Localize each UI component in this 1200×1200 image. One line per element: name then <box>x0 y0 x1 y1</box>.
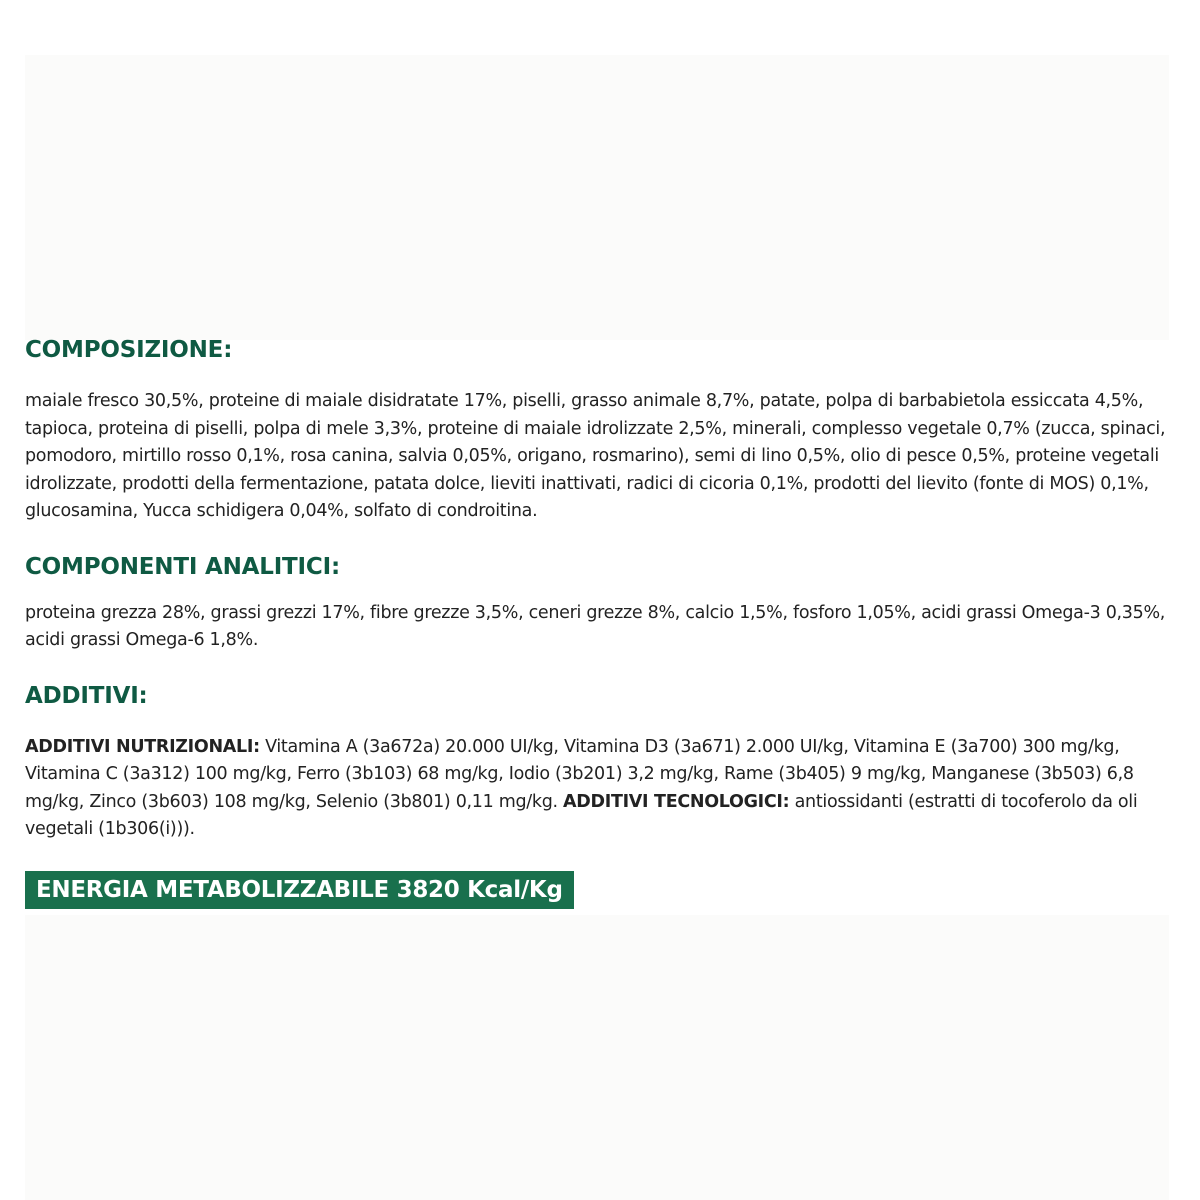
bottom-image-placeholder <box>25 915 1169 1200</box>
energy-badge: ENERGIA METABOLIZZABILE 3820 Kcal/Kg <box>25 871 574 909</box>
nutritional-additives-label: ADDITIVI NUTRIZIONALI: <box>25 736 260 757</box>
composition-text: maiale fresco 30,5%, proteine di maiale disidratate 17%, piselli, grasso animale 8,7%, patate, polpa di barbabietola essiccata 4,5%, tapioca, proteina di piselli, polpa di mele 3,3%, proteine di maiale idrolizzate 2,5%, minerali, complesso vegetale 0,7% (zucca, spinaci, pomodoro, mirtillo rosso 0,1%, rosa canina, salvia 0,05%, origano, rosmarino), semi di lino 0,5%, olio di pesce 0,5%, proteine vegetali idrolizzate, prodotti della fermentazione, patata dolce, lieviti inattivati, radici di cicoria 0,1%, prodotti del lievito (fonte di MOS) 0,1%, glucosamina, Yucca schidigera 0,04%, solfato di condroitina. <box>25 391 1166 521</box>
composition-heading: COMPOSIZIONE: <box>25 337 233 363</box>
analytical-text: proteina grezza 28%, grassi grezzi 17%, fibre grezze 3,5%, ceneri grezze 8%, calcio 1,5%, fosforo 1,05%, acidi grassi Omega-3 0,35%, acidi grassi Omega-6 1,8%. <box>25 602 1166 650</box>
additives-text <box>25 734 1170 844</box>
product-info <box>25 333 1170 909</box>
technological-additives-label: ADDITIVI TECNOLOGICI: <box>563 791 790 812</box>
analytical-heading: COMPONENTI ANALITICI: <box>25 553 340 580</box>
top-image-placeholder <box>25 55 1169 340</box>
technological-additives-text: antiossidanti (estratti di tocoferolo da oli vegetali (1b306(i))). <box>25 791 1138 839</box>
additives-heading: ADDITIVI: <box>25 682 148 709</box>
nutritional-additives-text: Vitamina A (3a672a) 20.000 UI/kg, Vitamina D3 (3a671) 2.000 UI/kg, Vitamina E (3a700) 300 mg/kg, Vitamina C (3a312) 100 mg/kg, Ferro (3b103) 68 mg/kg, Iodio (3b201) 3,2 mg/kg, Rame (3b405) 9 mg/kg, Manganese (3b503) 6,8 mg/kg, Zinco (3b603) 108 mg/kg, Selenio (3b801) 0,11 mg/kg. <box>25 736 1134 812</box>
